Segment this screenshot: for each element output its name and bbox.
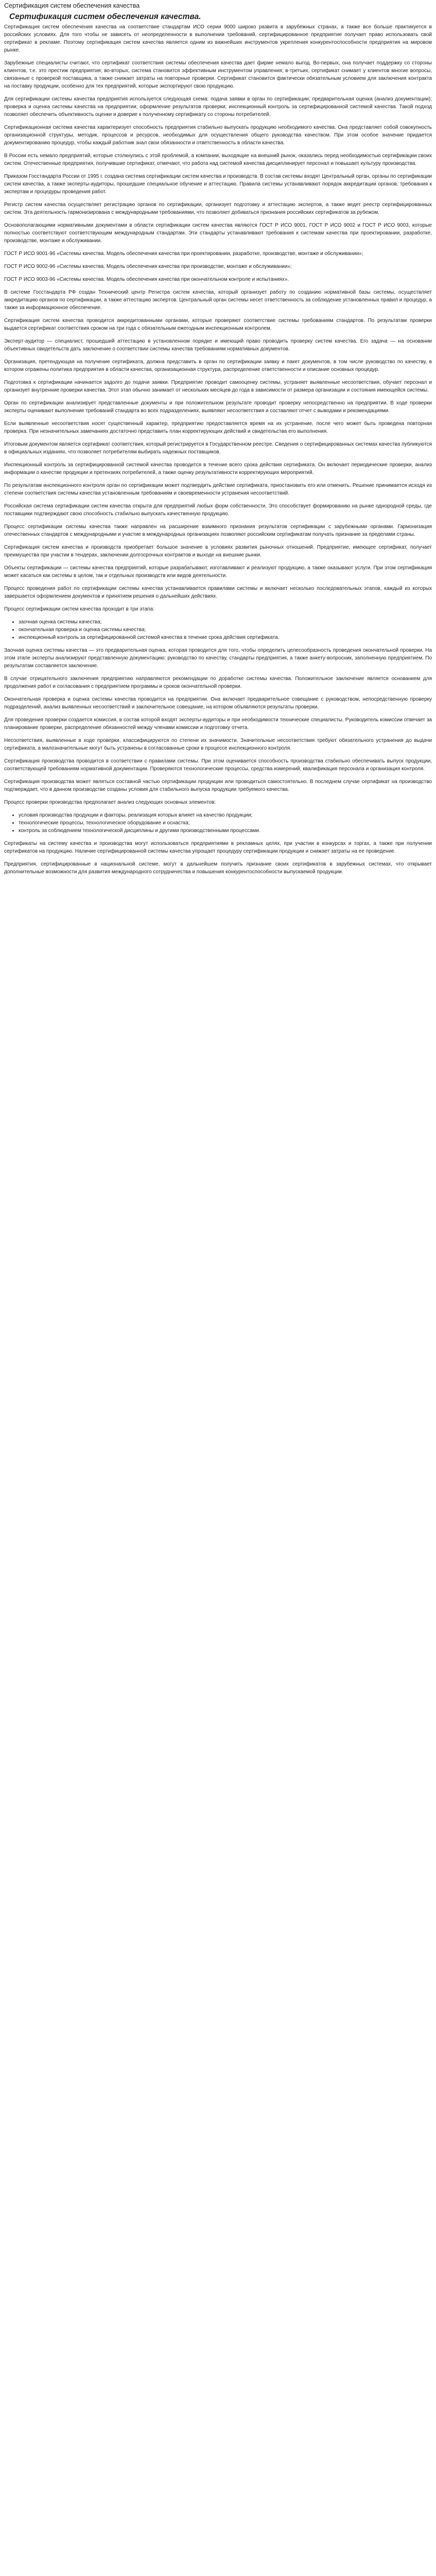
paragraph: Объекты сертификации — системы качества предприятий, которые разрабатывают, изготавливают и реализуют продукцию, а также оказывают услуги. При этом сертификация может касаться как системы в целом, так и отдельных производств или видов деятельности. [4,565,432,579]
paragraph: Сертификация систем обеспечения качества на соответствие стандартам ИСО серии 9000 широко развита в зарубежных странах, а также все больше практикуется в российских условиях. Для того чтобы не зависеть от неопределенности в выполнении требований, сертифицированное предприятие получает право использовать свой сертификат в рекламе. Поэтому сертификация систем качества является одним из важнейших инструментов укрепления конкурентоспособности предприятия на мировом рынке. [4,24,432,53]
paragraph: Несоответствия, выявленные в ходе проверки, классифицируются по степени их значимости. Значительные несоответствия требуют обязательного устранения до выдачи сертификата, а малозначительные могут быть устранены в согласованные сроки в процессе инспекционного контроля. [4,738,432,751]
paragraph: Приказом Госстандарта России от 1995 г. создана система сертификации систем качества и производств. В состав системы входят Центральный орган, органы по сертификации систем качества, а также эксперты-аудиторы, прошедшие специальное обучение и аттестацию. Правила системы устанавливают порядок аккредитации органов, требования к экспертам и процедуры проведения работ. [4,174,432,195]
paragraph: Сертификация систем качества проводится аккредитованными органами, которые проверяют соответствие системы требованиям стандартов. По результатам проверки выдается сертификат соответствия сроком на три года с обязательным ежегодным инспекционным контролем. [4,318,432,331]
paragraph: Если выявленные несоответствия носят существенный характер, предприятию предоставляется время на их устранение, после чего может быть проведена повторная проверка. При незначительных замечаниях достаточно представить план корректирующих действий и свидетельства его выполнения. [4,421,432,434]
stages-intro: Процесс сертификации систем качества проходит в три этапа: [4,606,154,612]
paragraph: Для проведения проверки создается комиссия, в состав которой входят эксперты-аудиторы и при необходимости технические специалисты. Руководитель комиссии отвечает за планирование проверки, распределение обязанностей между членами комиссии и подготовку отчета. [4,717,432,731]
article [4,2,432,876]
paragraph: Процесс сертификации системы качества также направлен на расширение взаимного признания результатов сертификации с зарубежными органами. Гармонизация отечественных стандартов с международными и участие в международных организациях позволяют российским сертификатам получать признание за пределами страны. [4,524,432,537]
list-item: • контроль за соблюдением технологической дисциплины и другими производственными процессами. [19,827,432,835]
list-item: • окончательная проверка и оценка системы качества; [19,626,432,634]
paragraph: Итоговым документом является сертификат соответствия, который регистрируется в Государственном реестре. Сведения о сертифицированных системах качества публикуются в официальных изданиях, что позволяет потребителям выбирать надежных поставщиков. [4,442,432,455]
paragraph: Эксперт-аудитор — специалист, прошедший аттестацию в установленном порядке и имеющий право проводить проверку систем качества. Его задача — на основании объективных свидетельств дать заключение о соответствии системы качества требованиям нормативных документов. [4,338,432,352]
paragraph: В России есть немало предприятий, которые столкнулись с этой проблемой, а компании, выходящие на внешний рынок, оказались перед необходимостью сертификации своих систем. Отечественные предприятия, получившие сертификат, отмечают, что работа над системой качества дисциплинирует персонал и повышает культуру производства. [4,153,432,166]
paragraph: Процесс проведения работ по сертификации системы качества устанавливается правилами системы и включает несколько последовательных этапов, каждый из которых завершается оформлением документов и принятием решения о дальнейших действиях. [4,586,432,599]
paragraph: Подготовка к сертификации начинается задолго до подачи заявки. Предприятие проводит самооценку системы, устраняет выявленные несоответствия, обучает персонал и организует внутренние проверки качества. Этот этап обычно занимает от нескольких месяцев до года в зависимости от размера организации и состояния имеющейся системы. [4,380,432,393]
standard-item: ГОСТ Р ИСО 9002-96 «Системы качества. Модель обеспечения качества при производстве, монтаже и обслуживании»; [4,264,292,269]
standard-item: ГОСТ Р ИСО 9001-96 «Системы качества. Модель обеспечения качества при проектировании, разработке, производстве, монтаже и обслуживании»; [4,251,363,257]
list-item: • инспекционный контроль за сертифицированной системой качества в течение срока действия сертификата. [19,634,432,641]
paragraph: Организация, претендующая на получение сертификата, должна представить в орган по сертификации заявку и пакет документов, в том числе руководство по качеству, в котором отражены политика предприятия в области качества, организационная структура, распределение ответственности и описание основных процедур. [4,359,432,372]
paragraph: Сертификационная система качества характеризует способность предприятия стабильно выпускать продукцию необходимого качества. Она представляет собой совокупность организационной структуры, методик, процессов и ресурсов, необходимых для осуществления общего руководства качеством. При этом особое значение придается документированию процедур, чтобы каждый работник знал свои обязанности и ответственность в области качества. [4,125,432,146]
paragraph: Основополагающими нормативными документами в области сертификации систем качества являются ГОСТ Р ИСО 9001, ГОСТ Р ИСО 9002 и ГОСТ Р ИСО 9003, которые полностью соответствуют соответствующим международным стандартам. Эти стандарты устанавливают требования к системам качества при проектировании, разработке, производстве, монтаже и обслуживании. [4,223,432,244]
paragraph: Российская система сертификации систем качества открыта для предприятий любых форм собственности. Это способствует формированию на рынке однородной среды, где поставщики подтверждают свою способность стабильно выпускать качественную продукцию. [4,503,432,517]
paragraph: В случае отрицательного заключения предприятию направляются рекомендации по доработке системы качества. Положительное заключение является основанием для продолжения работ и согласования с предприятием программы и сроков окончательной проверки. [4,676,432,689]
page-title: Сертификация систем обеспечения качества [4,2,140,9]
paragraph: По результатам инспекционного контроля орган по сертификации может подтвердить действие сертификата, приостановить его или отменить. Решение принимается исходя из степени соответствия системы качества установленным требованиям и своевременности устранения несоответствий. [4,483,432,496]
stages-list [4,618,432,641]
paragraph: Сертификация производства может являться составной частью сертификации продукции или проводиться самостоятельно. В последнем случае сертификат на производство подтверждает, что в данном производстве созданы условия для стабильного выпуска продукции требуемого качества. [4,779,432,792]
list-item: • условия производства продукции и факторы, реализация которых влияет на качество продукции; [19,811,432,819]
paragraph: Инспекционный контроль за сертифицированной системой качества проводится в течение всего срока действия сертификата. Он включает периодические проверки, анализ информации о качестве продукции и претензиях потребителей, а также оценку результативности корректирующих мероприятий. [4,462,432,476]
paragraph: Орган по сертификации анализирует представленные документы и при положительном результате проводит проверку непосредственно на предприятии. В ходе проверки эксперты оценивают выполнение требований стандарта во всех подразделениях, выявляют несоответствия и составляют отчет с выводами и рекомендациями. [4,400,432,414]
paragraph: Сертификация производства проводится в соответствии с правилами системы. При этом оценивается способность производства стабильно обеспечивать выпуск продукции, соответствующей требованиям нормативной документации. Проверяются технологические процессы, средства измерений, квалификация персонала и организация контроля. [4,758,432,772]
list-item: • технологические процессы, технологическое оборудование и оснастка; [19,819,432,827]
paragraph: Для сертификации системы качества предприятия используется следующая схема: подача заявки в орган по сертификации; предварительная оценка (анализ документации); проверка и оценка системы качества на предприятии; оформление результатов проверки; инспекционный контроль за сертифицированной системой качества. Такой подход позволяет обеспечить объективность оценки и доверие к полученному сертификату со стороны потребителей. [4,96,432,117]
list-item: • заочная оценка системы качества; [19,618,432,626]
paragraph: Процесс проверки производства предполагает анализ следующих основных элементов: [4,800,216,805]
paragraph: Сертификация систем качества и производств приобретает большое значение в условиях развития рыночных отношений. Предприятие, имеющее сертификат, получает преимущества при участии в тендерах, заключении долгосрочных контрактов и выходе на внешние рынки. [4,545,432,558]
paragraph: Предприятия, сертифицированные в национальной системе, могут в дальнейшем получить признание своих сертификатов в зарубежных системах, что открывает дополнительные возможности для развития международного сотрудничества и повышения конкурентоспособности выпускаемой продукции. [4,861,432,875]
paragraph: Сертификаты на систему качества и производства могут использоваться предприятиями в рекламных целях, при участии в конкурсах и торгах, а также при получении сертификатов на продукцию. Наличие сертифицированной системы качества упрощает процедуру сертификации продукции и снижает затраты на ее проведение. [4,841,432,854]
paragraph: Окончательная проверка и оценка системы качества проводится на предприятии. Она включает предварительное совещание с руководством, непосредственную проверку подразделений, анализ выявленных несоответствий и заключительное совещание, на котором объявляются результаты проверки. [4,697,432,710]
article-subtitle: Сертификация систем обеспечения качества. [9,12,201,21]
standard-item: ГОСТ Р ИСО 9003-96 «Системы качества. Модель обеспечения качества при окончательном контроле и испытаниях». [4,277,289,282]
elements-list [4,811,432,835]
paragraph: Зарубежные специалисты считают, что сертификат соответствия системы обеспечения качества дает фирме немало выгод. Во-первых, она получает поддержку со стороны клиентов, т.е. это престиж предприятия; во-вторых, система становится эффективным инструментом управления; в-третьих, сертификат снимает у клиентов многие вопросы, связанные с проверкой поставщика, а также снижает затраты на повторные проверки. Сертификат становится фактически обязательным условием для заключения контракта на поставку продукции, особенно для тех предприятий, которые экспортируют свою продукцию. [4,60,432,89]
paragraph: В системе Госстандарта РФ создан Технический центр Регистра систем качества, который организует работу по созданию нормативной базы системы, осуществляет аккредитацию органов по сертификации, а также аттестацию экспертов. Центральный орган системы несет ответственность за соблюдение установленных правил и процедур, а также за информационное обеспечение. [4,290,432,311]
paragraph: Заочная оценка системы качества — это предварительная оценка, которая проводится для того, чтобы определить целесообразность проведения окончательной проверки. На этом этапе эксперты анализируют представленную документацию: руководство по качеству, стандарты предприятия, а также анкету-вопросник, заполненную предприятием. По результатам составляется заключение. [4,648,432,669]
paragraph: Регистр систем качества осуществляет регистрацию органов по сертификации, организует подготовку и аттестацию экспертов, а также ведет реестр сертифицированных систем. Эта деятельность гармонизирована с международными требованиями, что позволяет добиваться признания российских сертификатов за рубежом. [4,202,432,215]
